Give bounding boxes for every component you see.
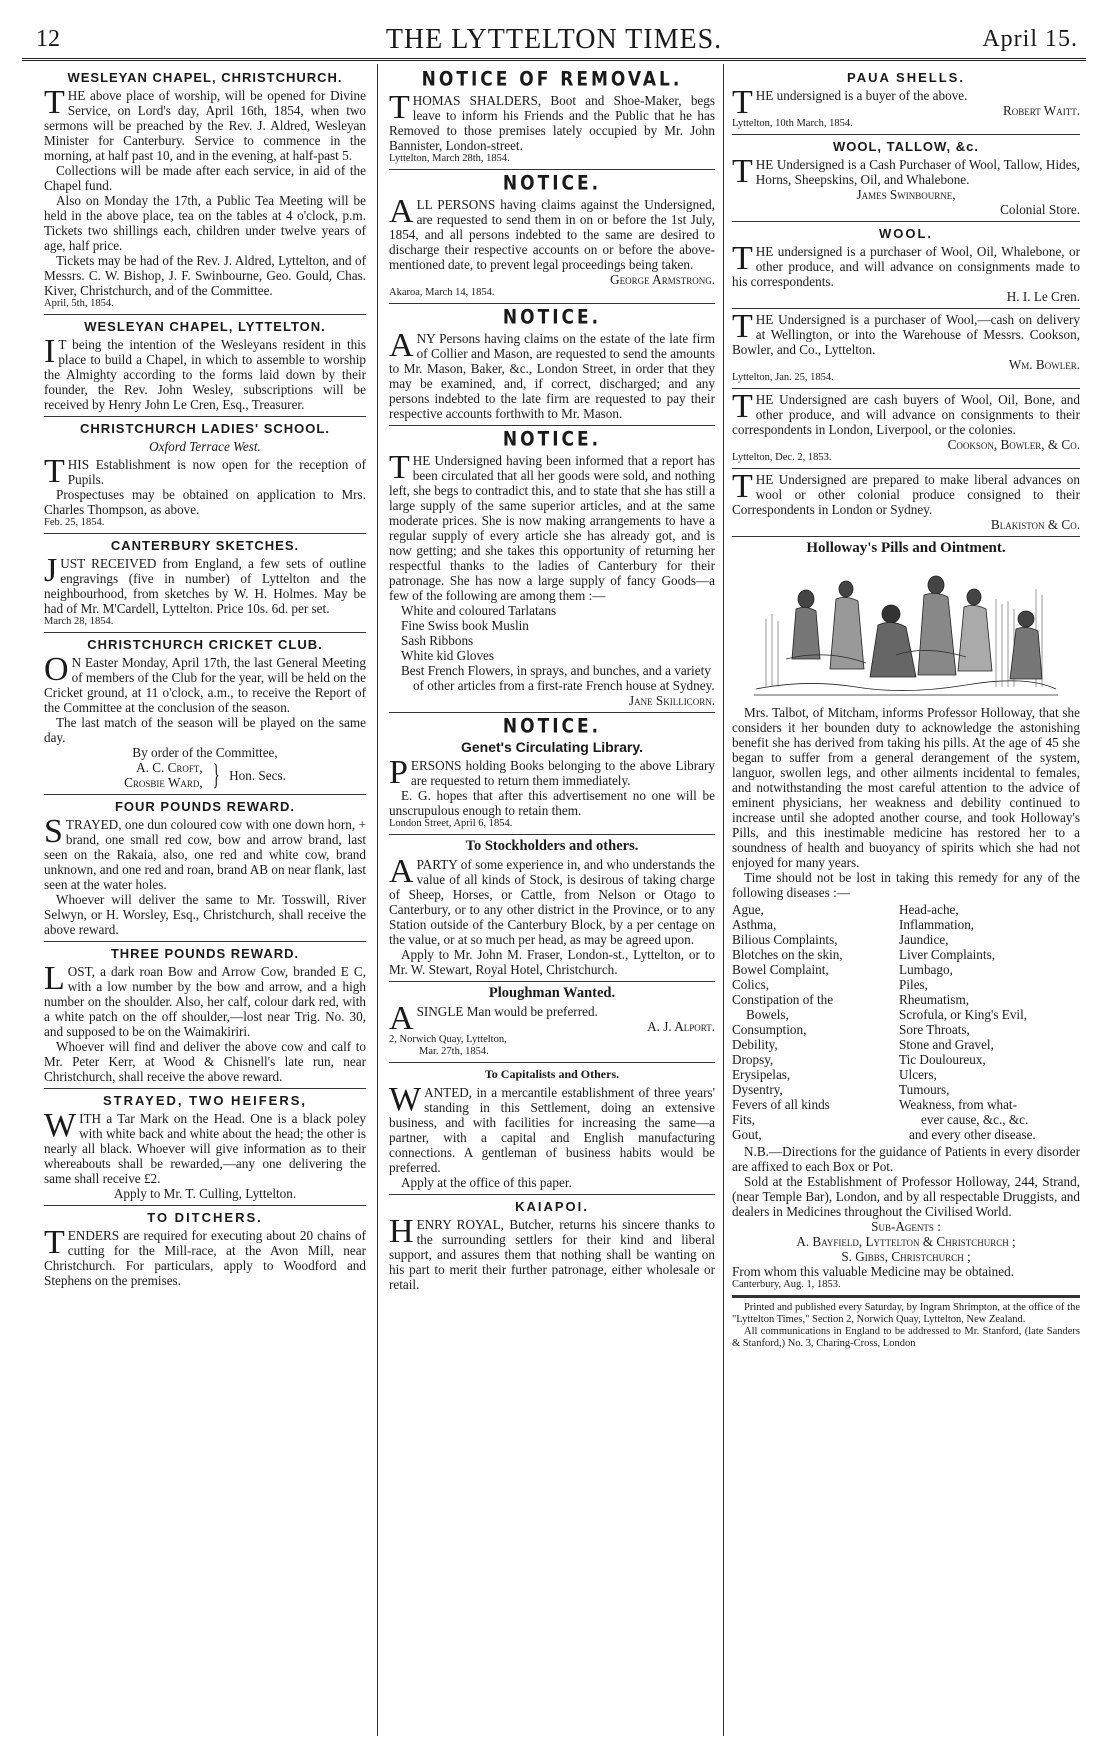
list-item: Inflammation, [899, 917, 975, 932]
drop-cap: T [389, 89, 410, 126]
list-item: Debility, [732, 1037, 778, 1052]
page-number: 12 [36, 26, 60, 52]
list-item: Gout, [732, 1127, 762, 1142]
column-3 [732, 66, 1080, 1736]
ad-signature: Robert Waitt. [1002, 103, 1080, 118]
drop-cap: T [732, 308, 753, 345]
ad-paua-shells: PAUA SHELLS. THE undersigned is a buyer of the above. Robert Waitt. Lyttelton, 10th March, 1854. [732, 66, 1080, 135]
ad-wool-le-cren: WOOL. THE undersigned is a purchaser of Wool, Oil, Whalebone, or other produce, and will advance on consignments made to his correspondents. H. I. Le Cren. [732, 222, 1080, 309]
list-item: White kid Gloves [401, 648, 495, 663]
list-item: White and coloured Tarlatans [401, 603, 557, 618]
ad-stockholders: To Stockholders and others. APARTY of some experience in, and who understands the value of all kinds of Stock, is desirous of taking charge of Sheep, Horses, or Cattle, from Nelson or Otago to Canterbury, or to any other district in the Province, or to any Station outside of the Canterbury Block, by a per centage on the value, or at so much per head, as may be agreed upon. Apply to Mr. John M. Fraser, London-st., Lyttelton, or to Mr. W. Stewart, Royal Hotel, Christchurch. [389, 835, 715, 982]
ad-heading: CANTERBURY SKETCHES. [110, 538, 300, 553]
drop-cap: T [44, 1224, 65, 1261]
ad-date: April, 5th, 1854. [44, 298, 114, 309]
ad-date: Akaroa, March 14, 1854. [389, 287, 495, 298]
list-item: Head-ache, [899, 902, 959, 917]
drop-cap: T [732, 240, 753, 277]
issue-date: April 15. [982, 26, 1078, 52]
ad-heading: FOUR POUNDS REWARD. [114, 799, 296, 814]
drop-cap: L [44, 960, 65, 997]
ad-cookson-bowler: THE Undersigned are cash buyers of Wool, Oil, Bone, and other produce, and will advance on consignments to their correspondents in London, Liverpool, or the colonies. Cookson, Bowler, & Co. Lyttelton, Dec. 2, 1853. [732, 389, 1080, 469]
ad-blakiston: THE Undersigned are prepared to make liberal advances on wool or other colonial produce consigned to their Correspondents in London or Sydney. Blakiston & Co. [732, 469, 1080, 537]
drop-cap: J [44, 552, 58, 589]
ad-heading: NOTICE. [502, 715, 602, 739]
sub-agents-label: Sub-Agents : [871, 1219, 941, 1234]
column-2 [389, 66, 715, 1736]
ad-ploughman-wanted: Ploughman Wanted. ASINGLE Man would be preferred. A. J. Alport. 2, Norwich Quay, Lyttelton, Mar. 27th, 1854. [389, 982, 715, 1063]
list-item: ever cause, &c., &c. [921, 1112, 1029, 1127]
ad-heading: Ploughman Wanted. [488, 985, 616, 1001]
goods-list [389, 603, 715, 693]
drop-cap: A [389, 1000, 414, 1037]
ad-signature: Jane Skillicorn. [628, 693, 715, 708]
ad-notice-of-removal: NOTICE OF REMOVAL. THOMAS SHALDERS, Boot and Shoe-Maker, begs leave to inform his Friends and the Public that he has Removed to those premises lately occupied by Mr. John Bannister, London-street. Lyttelton, March 28th, 1854. [389, 66, 715, 170]
drop-cap: S [44, 813, 63, 850]
list-item: Weakness, from what- [899, 1097, 1017, 1112]
list-item: Consumption, [732, 1022, 807, 1037]
masthead [22, 22, 1086, 61]
ad-date: Lyttelton, March 28th, 1854. [389, 153, 510, 164]
list-item: Dropsy, [732, 1052, 774, 1067]
signatories: A. C. Croft, Crosbie Ward, } Hon. Secs. [124, 758, 286, 791]
list-item: Tumours, [899, 1082, 950, 1097]
list-item: and every other disease. [909, 1127, 1036, 1142]
list-item: Sash Ribbons [401, 633, 474, 648]
ad-cricket-club: CHRISTCHURCH CRICKET CLUB. O N Easter Monday, April 17th, the last General Meeting of members of the Club for the year, will be held on the Cricket ground, at 11 o'clock, a.m., to receive the Report of the Committee at the conclusion of the season. The last match of the season will be played on the same day. By order of the Committee, A. C. Croft, Crosbie Ward, } Hon. Secs. [44, 633, 366, 795]
drop-cap: T [732, 84, 753, 121]
imprint: Printed and published every Saturday, by Ingram Shrimpton, at the office of the "Lyttelton Times," Section 2, Norwich Quay, Lyttelton, New Zealand. All communications in England to be addressed to Mr. Stanford, (late Sanders & Stanford,) No. 3, Charing-Cross, London [732, 1296, 1080, 1350]
ad-wesleyan-lyttelton: WESLEYAN CHAPEL, LYTTELTON. I T being the intention of the Wesleyans resident in this place to build a Chapel, in which to assemble to worship the Almighty according to the forms laid down by their founder, the Rev. John Wesley, subscriptions will be received by Henry John Le Cren, Esq., Treasurer. [44, 315, 366, 417]
diseases-list [732, 902, 1080, 1142]
list-item: Bowel Complaint, [732, 962, 829, 977]
ad-strayed-heifers: STRAYED, TWO HEIFERS, WITH a Tar Mark on the Head. One is a black poley with white back and white about the head; the other is nearly all black. Whoever will give information as to their whereabouts shall be rewarded,—any one delivering the same shall receive £2. Apply to Mr. T. Culling, Lyttelton. [44, 1089, 366, 1206]
ad-heading: TO DITCHERS. [147, 1210, 263, 1225]
list-item: Scrofula, or King's Evil, [899, 1007, 1028, 1022]
drop-cap: T [732, 468, 753, 505]
drop-cap: A [389, 327, 414, 364]
drop-cap: A [389, 193, 414, 230]
list-item: Fine Swiss book Muslin [401, 618, 529, 633]
drop-cap: W [44, 1107, 77, 1144]
ad-holloways-pills: Holloway's Pills and Ointment. Mrs. Talbot, of Mitcham, informs Professor Holloway, that she considers it her bounden duty to acknowledge the astonishing benefit she has derived from taking his pills. At the age of 45 she began to suffer from a general derangement of the system, languor, swollen legs, and other ailments incidental to females, and notwithstanding the most careful attention to the advice of eminent physicians, her weakness and debility continued to increase until she adopted another course, and took Holloway's Pills, and this inestimable medicine has restored her to a soundness of health and buoyancy of spirits which she had not enjoyed for many years. Time should not be lost in taking this remedy for any of the following diseases :— Ague, Head-ache, Asthma, Inflammation, Bilious Complaints, Jaundice, Blotches on the skin, Liver Complaints, Bowel Complaint, Lumbago, Colics, Piles, Constipation of the Rheumatism, Bowels, Scrofula, or King's Evil, Consumption, Sore Throats, Debility, Stone and Gravel, Dropsy, Tic Douloureux, Erysipelas, Ulcers, Dysentry, Tumours, Fevers of all kinds Weakness, from what- Fits, ever cause, &c., &c. Gout, and every other disease. N.B.—Directions for the guidance of Patients in every disorder are affixed to each Box or Pot. Sold at the Establishment of Professor Holloway, 244, Strand, (near Temple Bar), London, and by all respectable Druggists, and dealers in Medicines throughout the Civilised World. Sub-Agents : A. Bayfield, Lyttelton & Christchurch ; S. Gibbs, Christchurch ; From whom this valuable Medicine may be obtained. Canterbury, Aug. 1, 1853. [732, 537, 1080, 1296]
ad-heading: NOTICE. [502, 428, 602, 452]
ad-genets-library: NOTICE. Genet's Circulating Library. PERSONS holding Books belonging to the above Library are requested to return them immediately. E. G. hopes that after this advertisement no one will be unscrupulous enough to retain them. London Street, April 6, 1854. [389, 713, 715, 835]
drop-cap: T [732, 153, 753, 190]
ad-notice-skillicorn: NOTICE. THE Undersigned having been informed that a report has been circulated that all her goods were sold, and nothing left, she begs to contradict this, and to state that she has still a large supply of the same superior articles, and at the same moderate prices. She is now making arrangements to have a regular supply of every article she has already got, and is now getting; and she takes this opportunity of returning her respectful thanks to the ladies of Canterbury for their patronage. She has now a large supply of fancy Goods—a few of the following are among them :— White and coloured Tarlatans Fine Swiss book Muslin Sash Ribbons White kid Gloves Best French Flowers, in sprays, and bunches, and a variety of other articles from a first-rate French house at Sydney. Jane Skillicorn. [389, 426, 715, 713]
ad-signature: A. J. Alport. [647, 1019, 715, 1034]
newspaper-title: THE LYTTELTON TIMES. [385, 24, 723, 55]
brace-glyph: } [212, 758, 220, 791]
column-rule [723, 64, 724, 1736]
ad-date: London Street, April 6, 1854. [389, 818, 513, 829]
ad-heading: NOTICE. [502, 172, 602, 196]
drop-cap: T [389, 449, 410, 486]
ad-date: Lyttelton, Jan. 25, 1854. [732, 372, 834, 383]
list-item: Ague, [732, 902, 764, 917]
drop-cap: P [389, 754, 408, 791]
ad-wool-bowler: THE Undersigned is a purchaser of Wool,—cash on delivery at Wellington, or into the Warehouse of Messrs. Cookson, Bowler, and Co., Lyttelton. Wm. Bowler. Lyttelton, Jan. 25, 1854. [732, 309, 1080, 389]
list-item: Liver Complaints, [899, 947, 995, 962]
list-item: Stone and Gravel, [899, 1037, 994, 1052]
drop-cap: T [44, 84, 65, 121]
list-item: Blotches on the skin, [732, 947, 843, 962]
ad-four-pounds-reward: FOUR POUNDS REWARD. STRAYED, one dun coloured cow with one down horn, + brand, one small red cow, bow and arrow brand, last seen on the Rakaia, also, one red and white cow, brand unknown, and one red and roan, brand AB on near flank, last seen at the water holes. Whoever will deliver the same to Mr. Tosswill, River Selwyn, or H. Worsley, Esq., Christchurch, shall receive the above reward. [44, 795, 366, 942]
ad-notice-collier-mason: NOTICE. ANY Persons having claims on the estate of the late firm of Collier and Mason, are requested to send the amounts to Mr. Mason, Baker, &c., London Street, in order that they may be examined, and, if correct, discharged; and any persons indebted to the late firm are requested to pay their respective accounts forthwith to Mr. Mason. [389, 304, 715, 426]
ad-date: Lyttelton, 10th March, 1854. [732, 118, 853, 129]
list-item: Dysentry, [732, 1082, 783, 1097]
ad-wesleyan-christchurch: WESLEYAN CHAPEL, CHRISTCHURCH. THE above place of worship, will be opened for Divine Service, on Lord's day, April 16th, 1854, when two sermons will be preached by the Rev. J. Aldred, Wesleyan Minister for Canterbury. Service to commence in the morning, at half past 10, and in the evening, at half-past 5. Collections will be made after each service, in aid of the Chapel fund. Also on Monday the 17th, a Public Tea Meeting will be held in the above place, tea on the tables at 4 o'clock, p.m. Tickets two shillings each, children under twelve years of age, half price. Tickets may be had of the Rev. J. Aldred, Lyttelton, and of Messrs. C. W. Bishop, J. F. Swinbourne, Geo. Gould, Chas. Kiver, Christchurch, and of the Committee. April, 5th, 1854. [44, 66, 366, 315]
ad-heading: WOOL. [878, 226, 934, 241]
ad-heading: Holloway's Pills and Ointment. [806, 540, 1006, 556]
ad-capitalists: To Capitalists and Others. WANTED, in a mercantile establishment of three years' standing in this Settlement, doing an extensive business, and with facilities for increasing the same—a partner, with a capital and English manufacturing connections. A gentleman of business habits would be preferred. Apply at the office of this paper. [389, 1063, 715, 1195]
ad-heading: To Stockholders and others. [465, 838, 639, 854]
ad-heading: To Capitalists and Others. [484, 1067, 620, 1081]
list-item: Piles, [899, 977, 928, 992]
list-item: Bowels, [746, 1007, 789, 1022]
ad-signature: Wm. Bowler. [1008, 357, 1080, 372]
list-item: Jaundice, [899, 932, 949, 947]
ad-heading: STRAYED, TWO HEIFERS, [102, 1093, 308, 1108]
drop-cap: T [44, 453, 65, 490]
ad-heading: CHRISTCHURCH CRICKET CLUB. [87, 637, 323, 652]
list-item: Ulcers, [899, 1067, 937, 1082]
engraving-illustration [746, 559, 1066, 699]
drop-cap: O [44, 651, 69, 688]
column-1 [44, 66, 366, 1736]
list-item: Erysipelas, [732, 1067, 791, 1082]
column-rule [377, 64, 378, 1736]
ad-heading: KAIAPOI. [515, 1199, 589, 1214]
list-item: Lumbago, [899, 962, 953, 977]
list-item: Bilious Complaints, [732, 932, 838, 947]
list-item: Fits, [732, 1112, 756, 1127]
ad-heading: PAUA SHELLS. [847, 70, 965, 85]
ad-heading: NOTICE OF REMOVAL. [421, 68, 683, 92]
drop-cap: T [732, 388, 753, 425]
ad-three-pounds-reward: THREE POUNDS REWARD. LOST, a dark roan Bow and Arrow Cow, branded E C, with a low number by the bow and arrow, and a high number on the shoulder. Also, her calf, colour dark red, with a white patch on the off shoulder,—lost near Trig. No. 30, and supposed to be on the Waimakiriri. Whoever will find and deliver the above cow and calf to Mr. Peter Kerr, at Wood & Chisnell's late run, near Christchurch, shall receive the above reward. [44, 942, 366, 1089]
ad-wool-tallow: WOOL, TALLOW, &c. THE Undersigned is a Cash Purchaser of Wool, Tallow, Hides, Horns, Sheepskins, Oil, and Whalebone. James Swinbourne, Colonial Store. [732, 135, 1080, 222]
list-item: Fevers of all kinds [732, 1097, 830, 1112]
ad-canterbury-sketches: CANTERBURY SKETCHES. JUST RECEIVED from England, a few sets of outline engravings (five in number) of Lyttelton and the neighbourhood, from sketches by W. H. Holmes. May be had of Mr. M'Cardell, Lyttelton. Price 10s. 6d. per set. March 28, 1854. [44, 534, 366, 633]
list-item: Rheumatism, [899, 992, 969, 1007]
list-item: Sore Throats, [899, 1022, 970, 1037]
ad-subheading: Genet's Circulating Library. [461, 739, 643, 755]
drop-cap: H [389, 1213, 414, 1250]
ad-heading: CHRISTCHURCH LADIES' SCHOOL. [80, 421, 330, 436]
ad-notice-armstrong: NOTICE. ALL PERSONS having claims against the Undersigned, are requested to send them in on or before the 1st July, 1854, and all persons indebted to the same are desired to discharge their respective accounts on or before the above-mentioned date, to prevent legal proceedings being taken. George Armstrong. Akaroa, March 14, 1854. [389, 170, 715, 304]
ad-ladies-school: CHRISTCHURCH LADIES' SCHOOL. Oxford Terrace West. THIS Establishment is now open for the reception of Pupils. Prospectuses may be obtained on application to Mrs. Charles Thompson, as above. Feb. 25, 1854. [44, 417, 366, 534]
ad-subheading: Oxford Terrace West. [149, 439, 261, 454]
list-item: Colics, [732, 977, 769, 992]
ad-heading: THREE POUNDS REWARD. [110, 946, 300, 961]
ad-date: Feb. 25, 1854. [44, 517, 105, 528]
ad-signature: Blakiston & Co. [990, 517, 1080, 532]
ad-heading: WESLEYAN CHAPEL, LYTTELTON. [84, 319, 326, 334]
list-item: Constipation of the [732, 992, 834, 1007]
list-item: Tic Douloureux, [899, 1052, 986, 1067]
ad-signature: George Armstrong. [610, 272, 715, 287]
ad-signature: James Swinbourne, [856, 187, 956, 202]
ad-date: March 28, 1854. [44, 616, 114, 627]
ad-date: Canterbury, Aug. 1, 1853. [732, 1279, 841, 1290]
ad-heading: WESLEYAN CHAPEL, CHRISTCHURCH. [67, 70, 343, 85]
ad-heading: WOOL, TALLOW, &c. [832, 139, 980, 154]
ad-kaiapoi: KAIAPOI. HENRY ROYAL, Butcher, returns his sincere thanks to the surrounding settlers for their kind and liberal support, and assures them that nothing shall be wanting on his part to merit their further patronage, either wholesale or retail. [389, 1199, 715, 1292]
list-item: Asthma, [732, 917, 777, 932]
list-item: Best French Flowers, in sprays, and bunches, and a variety of other articles from a first-rate French house at Sydney. [401, 663, 715, 693]
drop-cap: A [389, 853, 414, 890]
ad-heading: NOTICE. [502, 306, 602, 330]
ad-signature: H. I. Le Cren. [1006, 289, 1080, 304]
drop-cap: W [389, 1081, 422, 1118]
ad-date: Lyttelton, Dec. 2, 1853. [732, 452, 832, 463]
drop-cap: I [44, 333, 56, 370]
ad-to-ditchers: TO DITCHERS. TENDERS are required for executing about 20 chains of cutting for the Mill-race, at the Avon Mill, near Christchurch. For particulars, apply to Woodford and Stephens on the premises. [44, 1210, 366, 1288]
ad-signature: Cookson, Bowler, & Co. [947, 437, 1080, 452]
